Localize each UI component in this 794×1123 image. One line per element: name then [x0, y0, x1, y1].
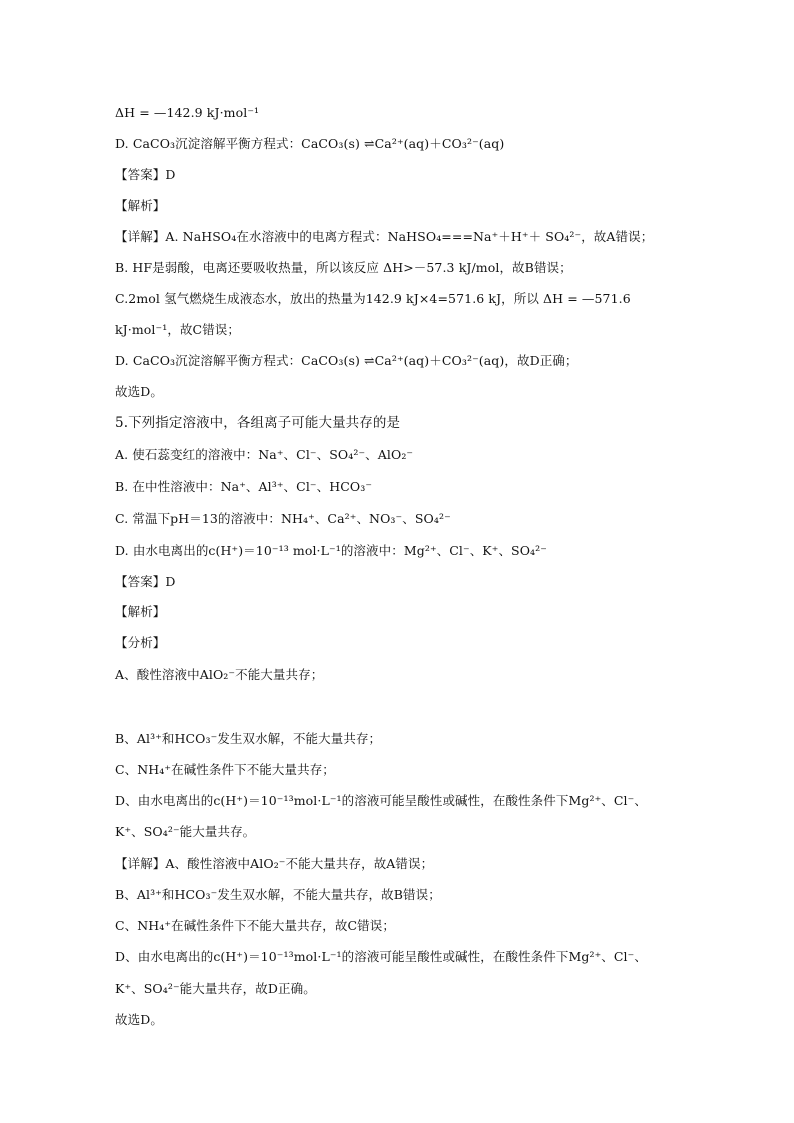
detail-d-line: D. CaCO₃沉淀溶解平衡方程式：CaCO₃(s) ⇌Ca²⁺(aq)＋CO₃²⁻(aq)，故D正确； — [115, 353, 578, 368]
fenxi-d-line-cont: K⁺、SO₄²⁻能大量共存。 — [115, 824, 256, 839]
question-5-title: 5.下列指定溶液中，各组离子可能大量共存的是 — [115, 415, 401, 431]
conclusion-line-5: 故选D。 — [115, 1012, 163, 1027]
detail-d-line-5-cont: K⁺、SO₄²⁻能大量共存，故D正确。 — [115, 981, 316, 996]
analysis-label-5: 【解析】 — [115, 604, 166, 619]
detail-c-line-5: C、NH₄⁺在碱性条件下不能大量共存，故C错误； — [115, 918, 395, 933]
detail-a-line-5: 【详解】A、酸性溶液中AlO₂⁻不能大量共存，故A错误； — [115, 856, 434, 871]
answer-label: 【答案】D — [115, 167, 176, 182]
question-5-option-a: A. 使石蕊变红的溶液中：Na⁺、Cl⁻、SO₄²⁻、AlO₂⁻ — [115, 447, 414, 462]
detail-c-line-cont: kJ·mol⁻¹，故C错误； — [115, 322, 241, 337]
fenxi-b-line: B、Al³⁺和HCO₃⁻发生双水解，不能大量共存； — [115, 731, 382, 746]
question-5-option-d: D. 由水电离出的c(H⁺)＝10⁻¹³ mol·L⁻¹的溶液中：Mg²⁺、Cl⁻、K⁺、SO₄²⁻ — [115, 543, 547, 558]
fenxi-a-line: A、酸性溶液中AlO₂⁻不能大量共存； — [115, 667, 324, 682]
option-d-line: D. CaCO₃沉淀溶解平衡方程式：CaCO₃(s) ⇌Ca²⁺(aq)＋CO₃²⁻(aq) — [115, 136, 505, 151]
fenxi-label: 【分析】 — [115, 635, 166, 650]
detail-d-line-5: D、由水电离出的c(H⁺)＝10⁻¹³mol·L⁻¹的溶液可能呈酸性或碱性，在酸性条件下Mg²⁺、Cl⁻、 — [115, 949, 647, 964]
detail-b-line-5: B、Al³⁺和HCO₃⁻发生双水解，不能大量共存，故B错误； — [115, 887, 441, 902]
question-5-option-b: B. 在中性溶液中：Na⁺、Al³⁺、Cl⁻、HCO₃⁻ — [115, 479, 373, 494]
answer-label-5: 【答案】D — [115, 574, 176, 589]
detail-a-line: 【详解】A. NaHSO₄在水溶液中的电离方程式：NaHSO₄===Na⁺＋H⁺＋ SO₄²⁻，故A错误； — [115, 229, 654, 244]
analysis-label: 【解析】 — [115, 198, 166, 213]
fenxi-c-line: C、NH₄⁺在碱性条件下不能大量共存； — [115, 762, 335, 777]
conclusion-line: 故选D。 — [115, 384, 163, 399]
question-5-option-c: C. 常温下pH＝13的溶液中：NH₄⁺、Ca²⁺、NO₃⁻、SO₄²⁻ — [115, 511, 451, 526]
detail-b-line: B. HF是弱酸，电离还要吸收热量，所以该反应 ΔH>－57.3 kJ/mol，故B错误； — [115, 260, 572, 275]
detail-c-line: C.2mol 氢气燃烧生成液态水，放出的热量为142.9 kJ×4=571.6 kJ，所以 ΔH = —571.6 — [115, 291, 631, 306]
enthalpy-line: ΔH = —142.9 kJ·mol⁻¹ — [115, 105, 260, 120]
fenxi-d-line: D、由水电离出的c(H⁺)＝10⁻¹³mol·L⁻¹的溶液可能呈酸性或碱性，在酸性条件下Mg²⁺、Cl⁻、 — [115, 793, 647, 808]
